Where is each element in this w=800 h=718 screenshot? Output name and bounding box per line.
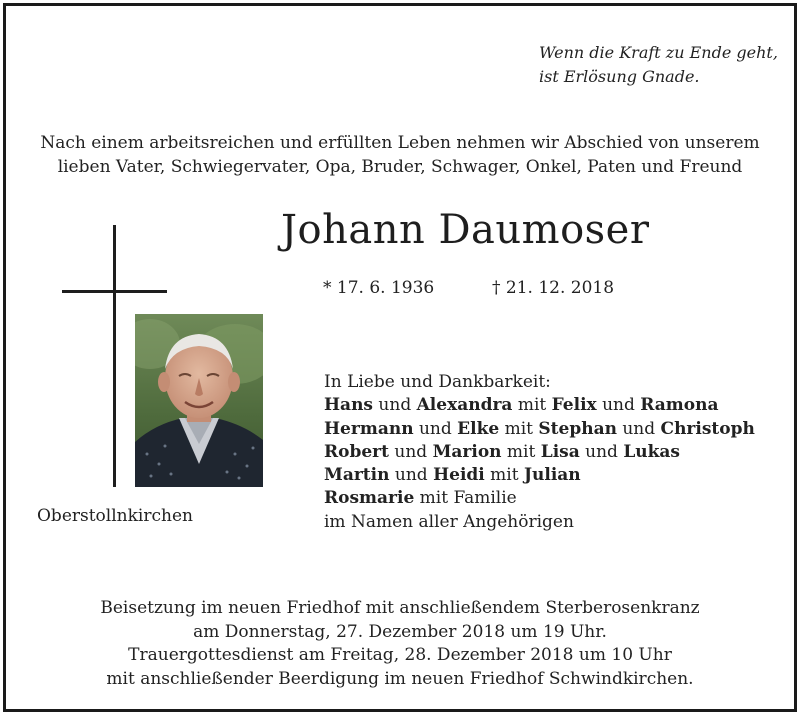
cross-icon xyxy=(113,225,116,487)
funeral-line-2: am Donnerstag, 27. Dezember 2018 um 19 Uhr. xyxy=(193,621,607,642)
deceased-name: Johann Daumoser xyxy=(281,207,650,253)
mourner-connector: und xyxy=(373,395,417,416)
mourner-connector: mit xyxy=(484,465,524,486)
mourner-row xyxy=(324,418,755,441)
obituary-notice xyxy=(3,3,797,712)
mourner-name: Heidi xyxy=(433,465,485,486)
mourners-list xyxy=(324,371,755,534)
mourners-heading: In Liebe und Dankbarkeit: xyxy=(324,372,551,392)
intro-line-2: lieben Vater, Schwiegervater, Opa, Bruder, Schwager, Onkel, Paten und Freund xyxy=(57,157,743,177)
birth-date: * 17. 6. 1936 xyxy=(323,278,435,298)
mourners-closing: im Namen aller Angehörigen xyxy=(324,511,574,532)
quote-line-2: ist Erlösung Gnade. xyxy=(539,67,700,86)
mourner-connector: mit xyxy=(499,418,539,439)
mourner-name: Robert xyxy=(324,441,389,462)
mourner-connector: mit xyxy=(512,395,552,416)
funeral-line-3: Trauergottesdienst am Freitag, 28. Dezember 2018 um 10 Uhr xyxy=(128,645,672,665)
portrait-photo xyxy=(135,314,263,487)
mourner-name: Ramona xyxy=(640,395,719,416)
mourner-name: Felix xyxy=(551,395,597,416)
mourner-connector: mit Familie xyxy=(414,488,517,509)
mourner-name: Martin xyxy=(324,465,390,486)
mourner-connector: und xyxy=(616,418,661,439)
mourner-name: Rosmarie xyxy=(324,488,415,509)
mourner-name: Lukas xyxy=(623,441,681,462)
mourner-name: Alexandra xyxy=(416,395,513,416)
mourner-name: Stephan xyxy=(538,418,617,439)
mourner-connector: und xyxy=(579,441,624,462)
mourner-row xyxy=(324,487,755,510)
mourner-name: Hermann xyxy=(324,418,414,439)
mourner-row xyxy=(324,464,755,487)
mourner-name: Hans xyxy=(324,395,374,416)
quote-line-1: Wenn die Kraft zu Ende geht, xyxy=(539,43,778,62)
mourner-row xyxy=(324,441,755,464)
intro-text xyxy=(3,131,797,179)
epigraph-quote xyxy=(539,41,778,89)
mourner-name: Christoph xyxy=(660,418,755,439)
mourner-connector: mit xyxy=(501,441,541,462)
mourner-name: Elke xyxy=(457,418,500,439)
mourner-name: Julian xyxy=(523,465,581,486)
mourner-connector: und xyxy=(389,465,434,486)
mourner-name: Lisa xyxy=(540,441,580,462)
mourner-rows xyxy=(324,394,755,510)
funeral-line-4: mit anschließender Beerdigung im neuen Friedhof Schwindkirchen. xyxy=(106,668,694,689)
place-of-residence: Oberstollnkirchen xyxy=(37,506,193,526)
mourner-row xyxy=(324,394,755,417)
death-date: † 21. 12. 2018 xyxy=(492,278,615,298)
funeral-details xyxy=(3,597,797,691)
mourner-connector: und xyxy=(413,418,458,439)
mourner-connector: und xyxy=(596,395,641,416)
mourner-connector: und xyxy=(388,441,433,462)
intro-line-1: Nach einem arbeitsreichen und erfüllten Leben nehmen wir Abschied von unserem xyxy=(40,133,760,153)
cross-icon-bar xyxy=(62,290,167,293)
mourner-name: Marion xyxy=(432,441,502,462)
funeral-line-1: Beisetzung im neuen Friedhof mit anschließendem Sterberosenkranz xyxy=(100,598,700,618)
